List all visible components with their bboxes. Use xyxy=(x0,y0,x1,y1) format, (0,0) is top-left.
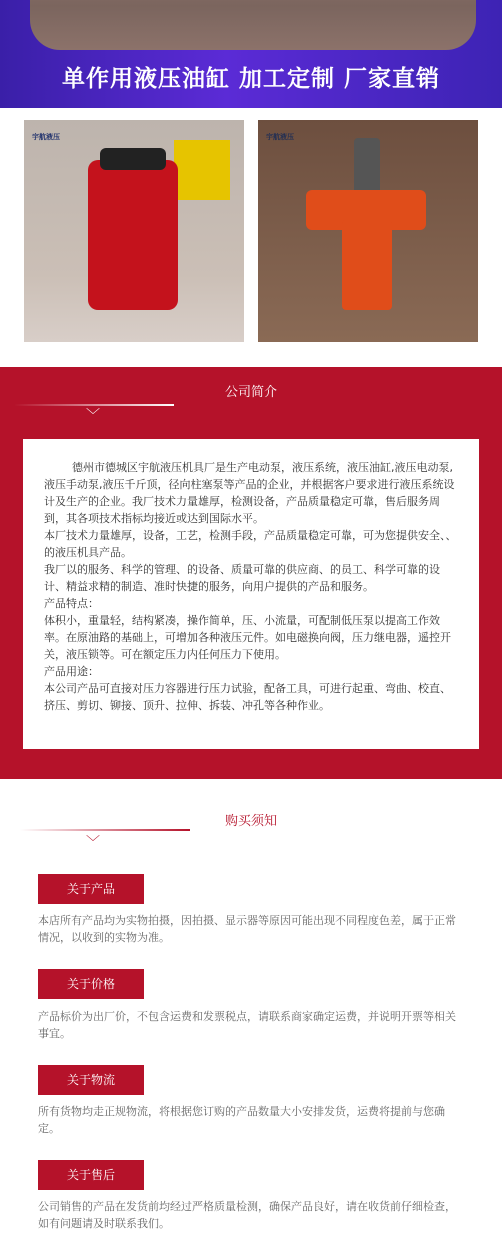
brand-logo: 宇航液压 xyxy=(32,133,60,141)
orange-cylinder-image xyxy=(342,220,392,310)
intro-paragraph: 德州市德城区宇航液压机具厂是生产电动泵，液压系统，液压油缸,液压电动泵,液压手动泵,液压千斤顶，径向柱塞泵等产品的企业，并根据客户要求进行液压系统设计及生产的企业。我厂技术力量雄厚，检测设备，产品质量稳定可靠，售后服务周到，其各项技术指标均接近或达到国际水平。 xyxy=(44,461,455,525)
note-tag-logistics: 关于物流 xyxy=(38,1065,144,1095)
company-intro-text xyxy=(44,459,460,714)
note-text-product: 本店所有产品均为实物拍摄，因拍摄、显示器等原因可能出现不同程度色差，属于正常情况，以收到的实物为准。 xyxy=(38,914,456,944)
product-photo-red-cylinder xyxy=(24,120,244,342)
note-tag-product: 关于产品 xyxy=(38,874,144,904)
brand-logo: 宇航液压 xyxy=(266,133,294,141)
intro-paragraph: 产品特点： xyxy=(44,597,99,610)
intro-paragraph: 我厂以的服务、科学的管理、的设备、质量可靠的供应商、的员工、科学可靠的设计、精益求精的制造、准时快捷的服务，向用户提供的产品和服务。 xyxy=(44,563,440,593)
intro-paragraph: 本公司产品可直接对压力容器进行压力试验，配备工具，可进行起重、弯曲、校直、挤压、剪切、铆接、顶升、拉伸、拆装、冲孔等各种作业。 xyxy=(44,682,451,712)
intro-paragraph: 体积小，重量轻，结构紧凑，操作简单，压、小流量，可配制低压泵以提高工作效率。在原油路的基础上，可增加各种液压元件。如电磁换向阀，压力继电器，遥控开关，液压锁等。可在额定压力内任何压力下使用。 xyxy=(44,614,451,661)
product-photo-orange-cylinder xyxy=(258,120,478,342)
note-tag-price: 关于价格 xyxy=(38,969,144,999)
section-title: 购买须知 xyxy=(224,814,277,829)
chevron-down-icon: ﹀ xyxy=(86,835,100,851)
company-intro-card xyxy=(23,439,479,749)
note-tag-after-sales: 关于售后 xyxy=(38,1160,144,1190)
product-photos xyxy=(0,108,502,368)
intro-paragraph: 产品用途： xyxy=(44,665,99,678)
note-text-after-sales: 公司销售的产品在发货前均经过严格质量检测，确保产品良好，请在收货前仔细检查，如有问题请及时联系我们。 xyxy=(38,1200,456,1230)
company-intro-section xyxy=(0,367,502,779)
section-title: 公司简介 xyxy=(224,385,277,400)
hydraulic-pump-image xyxy=(174,140,230,200)
note-text-price: 产品标价为出厂价，不包含运费和发票税点，请联系商家确定运费，并说明开票等相关事宜。 xyxy=(38,1010,456,1040)
cylinder-top-image xyxy=(100,148,166,170)
banner-product-photo xyxy=(30,0,476,50)
chevron-down-icon: ﹀ xyxy=(86,408,100,424)
red-cylinder-image xyxy=(88,160,178,310)
piston-rod-image xyxy=(354,138,380,198)
intro-paragraph: 本厂技术力量雄厚，设备，工艺，检测手段，产品质量稳定可靠，可为您提供安全、、的液压机具产品。 xyxy=(44,529,457,559)
title-divider xyxy=(20,829,190,831)
banner xyxy=(0,0,502,108)
banner-headline: 单作用液压油缸 加工定制 厂家直销 xyxy=(61,66,440,92)
note-text-logistics: 所有货物均走正规物流，将根据您订购的产品数量大小安排发货，运费将提前与您确定。 xyxy=(38,1105,445,1135)
